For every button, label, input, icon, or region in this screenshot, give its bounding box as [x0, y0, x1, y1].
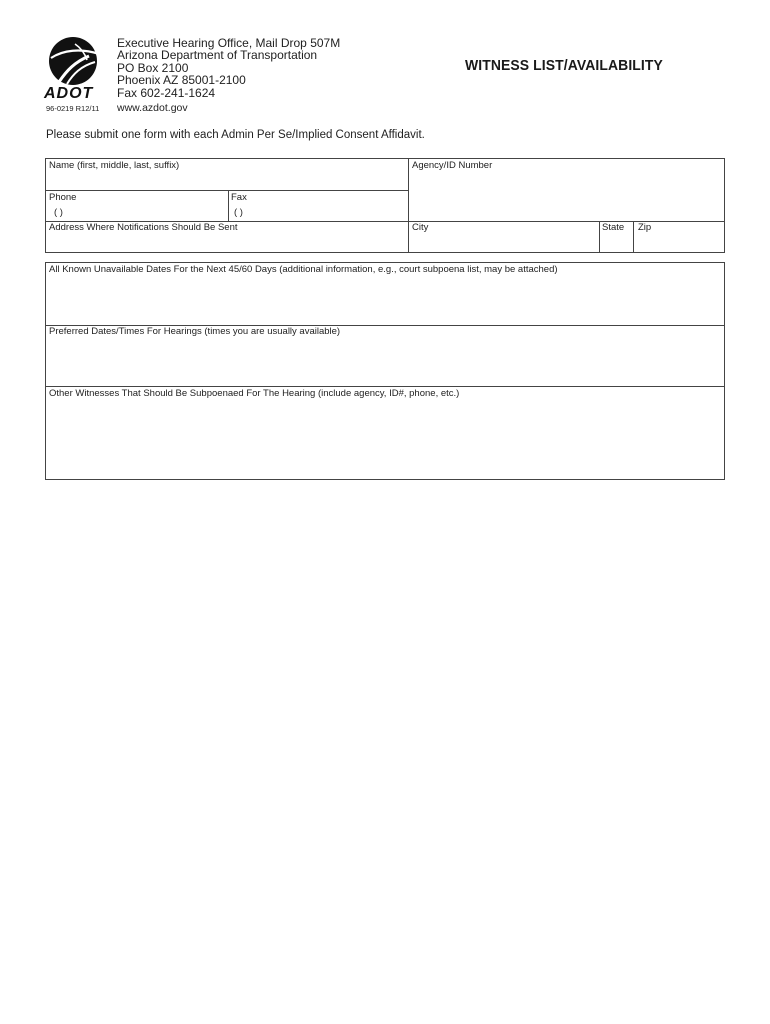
- form-code: 96-0219 R12/11: [46, 104, 100, 113]
- other-witnesses-field[interactable]: [46, 401, 724, 479]
- state-label: State: [602, 222, 625, 233]
- contact-info-section: [45, 158, 725, 253]
- address-line: Fax 602-241-1624: [117, 85, 216, 100]
- preferred-dates-label: Preferred Dates/Times For Hearings (times you are usually available): [49, 326, 341, 337]
- website-link[interactable]: www.azdot.gov: [117, 102, 188, 114]
- preferred-dates-field[interactable]: [46, 339, 724, 386]
- logo-wordmark: ADOT: [44, 85, 94, 102]
- address-line: PO Box 2100: [117, 60, 189, 75]
- instruction-text: Please submit one form with each Admin Per Se/Implied Consent Affidavit.: [46, 129, 425, 141]
- agency-id-label: Agency/ID Number: [412, 160, 493, 171]
- fax-label: Fax: [231, 192, 247, 203]
- agency-id-field[interactable]: [409, 172, 724, 221]
- address-line: Phoenix AZ 85001-2100: [117, 73, 246, 88]
- address-field[interactable]: [46, 235, 408, 252]
- phone-label: Phone: [49, 192, 77, 203]
- unavailable-dates-label: All Known Unavailable Dates For the Next 45/60 Days (additional information, e.g., court subpoena list, may be attached): [49, 264, 558, 275]
- other-witnesses-label: Other Witnesses That Should Be Subpoenaed For The Hearing (include agency, ID#, phone, etc.): [49, 388, 460, 399]
- fax-area-code-parens: ( ): [234, 207, 243, 218]
- zip-label: Zip: [638, 222, 652, 233]
- state-field[interactable]: [600, 235, 633, 252]
- unavailable-dates-field[interactable]: [46, 277, 724, 325]
- fax-field[interactable]: [229, 204, 408, 221]
- name-field[interactable]: [46, 172, 408, 190]
- address-line: Executive Hearing Office, Mail Drop 507M: [117, 36, 341, 50]
- city-field[interactable]: [409, 235, 599, 252]
- address-label: Address Where Notifications Should Be Sent: [49, 222, 238, 233]
- phone-field[interactable]: [46, 204, 228, 221]
- form-title: WITNESS LIST/AVAILABILITY: [465, 57, 663, 74]
- address-line: Arizona Department of Transportation: [117, 48, 318, 63]
- availability-section: [45, 262, 725, 480]
- name-label: Name (first, middle, last, suffix): [49, 160, 180, 171]
- office-address: [117, 37, 340, 99]
- phone-area-code-parens: ( ): [54, 207, 63, 218]
- adot-logo-icon: [45, 36, 101, 92]
- city-label: City: [412, 222, 429, 233]
- zip-field[interactable]: [634, 235, 724, 252]
